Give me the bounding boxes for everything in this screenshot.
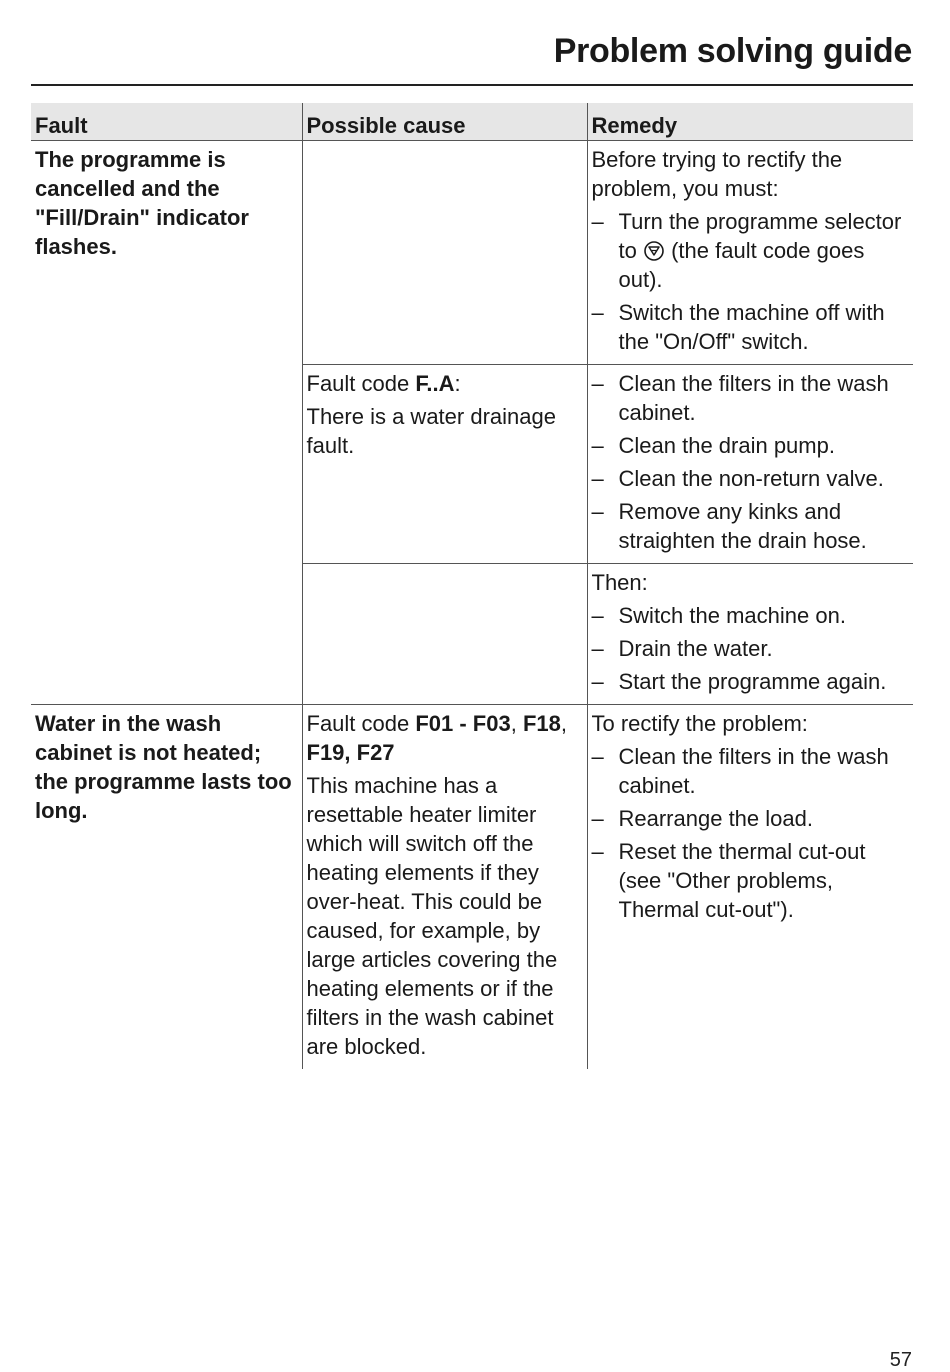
list-item: – Clean the filters in the wash cabinet. [592,369,910,427]
table-header-row [31,103,913,141]
remedy-cell [587,705,913,1070]
cause-code-line [307,709,583,767]
cause-separator: , [560,711,567,736]
remedy-text: (the fault code goes out). [618,238,865,292]
fault-description: Water in the wash cabinet is not heated; the programme lasts too long. [35,711,292,823]
cause-description: There is a water drainage fault. [306,404,556,458]
problem-solving-table [31,103,913,1069]
table-row [31,705,913,1070]
list-item: – Rearrange the load. [592,804,910,833]
cause-prefix: Fault code [306,371,416,396]
cause-cell [302,705,587,1070]
fault-code: F18 [522,711,561,736]
title-divider [31,84,913,86]
cause-separator: , [510,711,523,736]
remedy-intro: Before trying to rectify the problem, you must: [591,147,843,201]
list-item: – Clean the drain pump. [592,431,910,460]
list-item [592,207,910,294]
page-number: 57 [889,1349,912,1371]
list-item: – Drain the water. [592,634,910,663]
list-item: – Remove any kinks and straighten the drain hose. [592,497,910,555]
list-item: – Reset the thermal cut-out (see "Other problems, Thermal cut-out"). [592,837,910,924]
cause-cell [302,365,587,564]
remedy-list [592,369,910,555]
remedy-list [592,207,910,356]
page-title: Problem solving guide [553,32,912,70]
remedy-text: Turn the programme selector to [618,209,902,263]
remedy-intro: Then: [591,570,648,595]
list-item: – Switch the machine on. [592,601,910,630]
fault-cell [31,141,302,705]
drain-symbol-icon [643,240,665,262]
fault-code: F01 - F03 [415,711,511,736]
remedy-list [592,742,910,924]
remedy-intro: To rectify the problem: [591,711,808,736]
list-item: – Clean the filters in the wash cabinet. [592,742,910,800]
cause-cell [302,141,587,365]
remedy-cell [587,141,913,365]
list-item: – Clean the non-return valve. [592,464,910,493]
table-row [31,141,913,365]
cause-prefix: Fault code [306,711,416,736]
column-header-fault: Fault [31,103,302,141]
remedy-list [592,601,910,696]
column-header-remedy: Remedy [587,103,913,141]
cause-description: This machine has a resettable heater limiter which will switch off the heating elements if they over-heat. This could be caused, for example, by large articles covering the heating elements or if the filters in the wash cabinet are blocked. [306,773,558,1059]
list-item: – Start the programme again. [592,667,910,696]
list-item: – Switch the machine off with the "On/Off" switch. [592,298,910,356]
remedy-cell [587,564,913,705]
column-header-possible-cause: Possible cause [302,103,587,141]
cause-cell [302,564,587,705]
fault-description: The programme is cancelled and the "Fill/Drain" indicator flashes. [35,147,249,259]
cause-code-line [307,369,583,398]
fault-code: F..A [415,371,455,396]
cause-suffix: : [454,371,461,396]
fault-cell [31,705,302,1070]
fault-code: F19, F27 [306,740,395,765]
remedy-cell [587,365,913,564]
